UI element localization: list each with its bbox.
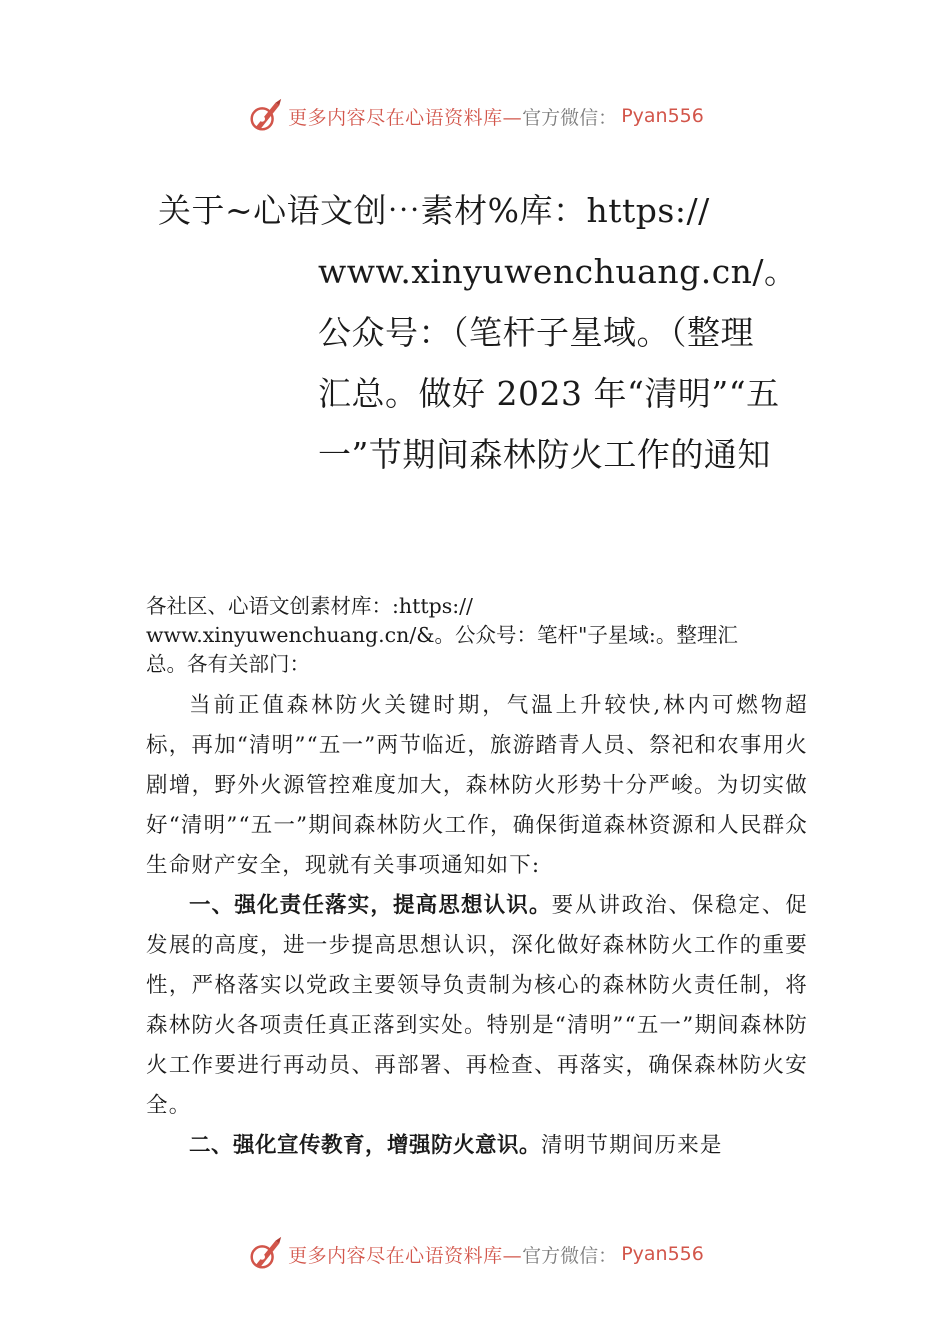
header-watermark [0, 96, 950, 136]
addressee-line-3: 总。各有关部门： [146, 652, 310, 676]
addressee [146, 592, 826, 679]
section-2-heading: 二、强化宣传教育，增强防火意识。 [189, 1133, 542, 1158]
footer-official-text: 官方微信： [522, 1244, 618, 1267]
title-continuation: www.xinyuwenchuang.cn/。公众号：（笔杆子星域。（整理汇总。做好 2023 年“清明”“五一”节期间森林防火工作的通知 [318, 252, 798, 474]
footer-site-text: 更多内容尽在心语资料库— [288, 1244, 523, 1267]
header-handle: Pyan556 [621, 105, 704, 127]
section-1-heading: 一、强化责任落实，提高思想认识。 [189, 893, 552, 918]
footer-watermark [0, 1234, 950, 1274]
addressee-line-1: 各社区、心语文创素材库：:https:// [146, 594, 473, 618]
quill-logo-icon [246, 97, 284, 135]
addressee-line-2: www.xinyuwenchuang.cn/&。公众号：笔杆"子星域:。整理汇 [146, 623, 738, 647]
section-1-text: 要从讲政治、保稳定、促发展的高度，进一步提高思想认识，深化做好森林防火工作的重要性，严格落实以党政主要领导负责制为核心的森林防火责任制，将森林防火各项责任真正落到实处。特别是“清明”“五一”期间森林防火工作要进行再动员、再部署、再检查、再落实，确保森林防火安全。 [146, 893, 808, 1118]
intro-paragraph: 当前正值森林防火关键时期，气温上升较快,林内可燃物超标，再加“清明”“五一”两节临近，旅游踏青人员、祭祀和农事用火剧增，野外火源管控难度加大，森林防火形势十分严峻。为切实做好“清明”“五一”期间森林防火工作，确保街道森林资源和人民群众生命财产安全，现就有关事项通知如下: [146, 693, 808, 878]
section-1-paragraph [146, 886, 808, 1126]
quill-logo-icon [246, 1235, 284, 1273]
document-title [158, 180, 798, 485]
section-2-paragraph [146, 1126, 808, 1166]
section-2-text: 清明节期间历来是 [541, 1133, 723, 1158]
header-site-text: 更多内容尽在心语资料库— [288, 106, 523, 129]
header-official-text: 官方微信： [522, 106, 618, 129]
footer-handle: Pyan556 [621, 1243, 704, 1265]
title-line-1: 关于~心语文创⋯素材%库：https:// [158, 191, 710, 230]
document-body [146, 686, 808, 1166]
